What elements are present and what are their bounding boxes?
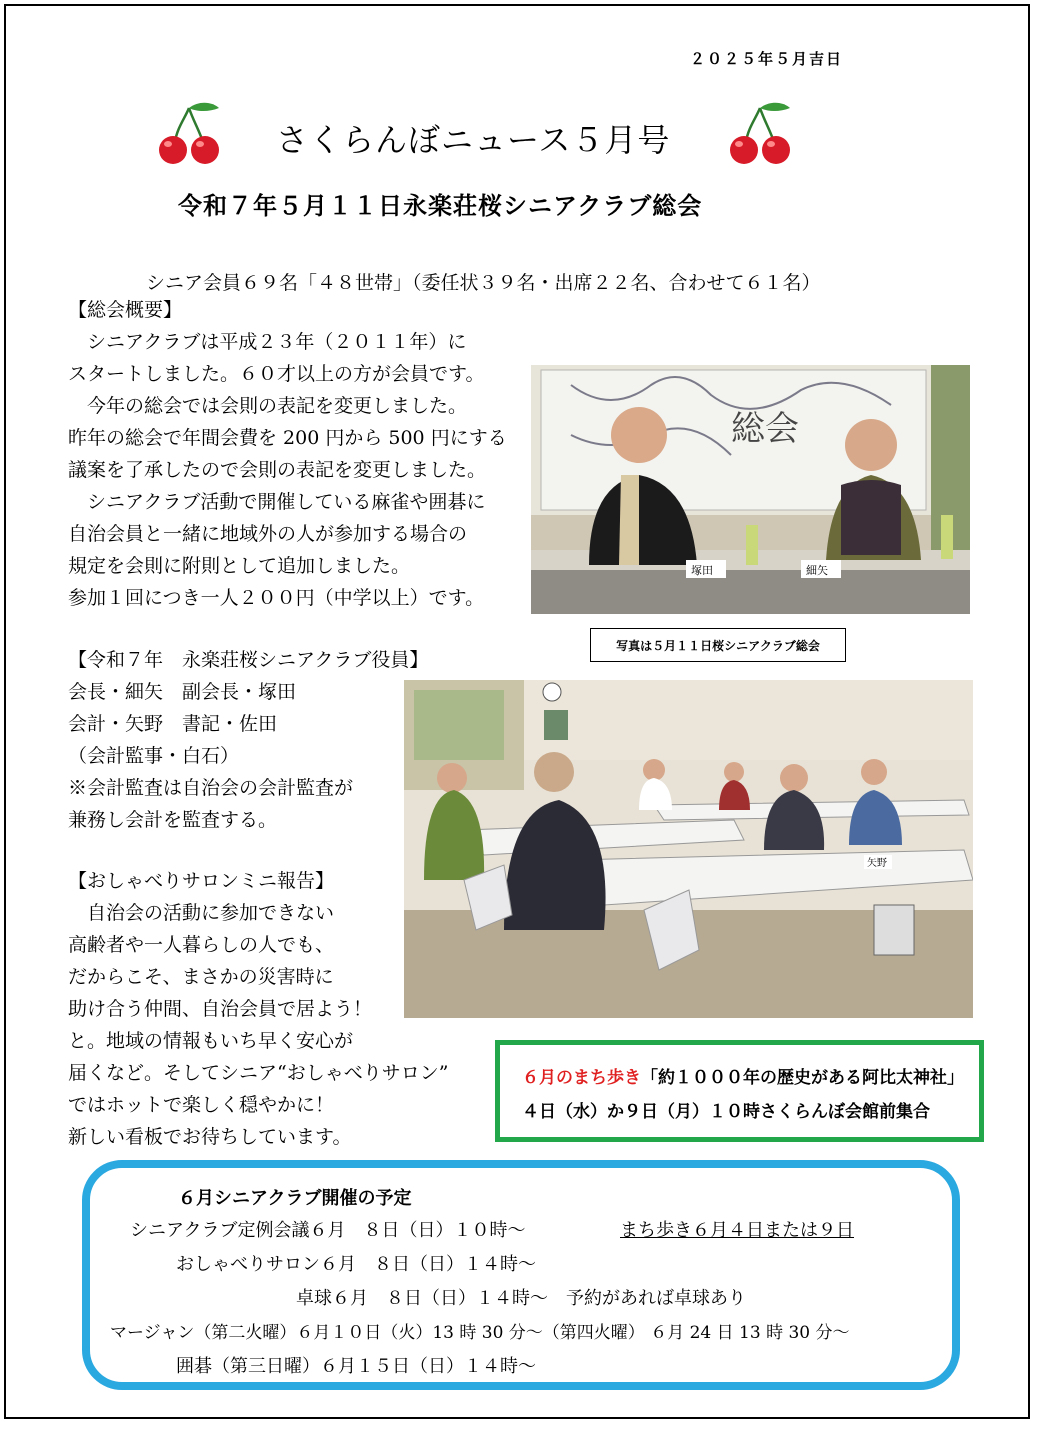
overview-section <box>68 294 507 614</box>
salon-line: 届くなど。そしてシニア“おしゃべりサロン” <box>68 1062 449 1084</box>
overview-line: シニアクラブは平成２３年（２０１１年）に <box>68 331 467 353</box>
overview-line: 議案を了承したので会則の表記を変更しました。 <box>68 459 487 481</box>
schedule-row-pingpong: 卓球６月 ８日（日）１４時〜 予約があれば卓球あり <box>296 1288 746 1309</box>
officers-line: 会長・細矢 副会長・塚田 <box>68 681 297 703</box>
officers-heading: 【令和７年 永楽荘桜シニアクラブ役員】 <box>68 649 429 671</box>
officers-line: ※会計監査は自治会の会計監査が <box>68 777 354 799</box>
newsletter-subtitle: 令和７年５月１１日永楽荘桜シニアクラブ総会 <box>178 191 703 220</box>
june-schedule-box <box>82 1160 960 1390</box>
schedule-row-mahjong: マージャン（第二火曜）６月１０日（火）13 時 30 分〜（第四火曜） ６月 24 日 13 時 30 分〜 <box>110 1323 850 1343</box>
salon-line: 助け合う仲間、自治会員で居よう！ <box>68 998 373 1020</box>
officers-section <box>68 644 428 836</box>
schedule-row-meeting: シニアクラブ定例会議６月 ８日（日）１０時〜 <box>130 1220 526 1241</box>
members-summary: シニア会員６９名「４８世帯」（委任状３９名・出席２２名、合わせて６１名） <box>146 272 821 294</box>
officers-line: 兼務し会計を監査する。 <box>68 809 278 831</box>
salon-heading: 【おしゃべりサロンミニ報告】 <box>68 870 335 892</box>
overview-line: シニアクラブ活動で開催している麻雀や囲碁に <box>68 491 486 513</box>
salon-section <box>68 865 448 1153</box>
photo-caption: 写真は５月１１日桜シニアクラブ総会 <box>590 628 846 662</box>
officers-line: 会計・矢野 書記・佐田 <box>68 713 278 735</box>
schedule-heading: ６月シニアクラブ開催の予定 <box>178 1188 412 1209</box>
issue-date: ２０２５年５月吉日 <box>690 50 844 68</box>
walk-destination: 「約１０００年の歴史がある阿比太神社」 <box>641 1068 964 1088</box>
walk-highlight: ６月のまち歩き <box>522 1068 641 1088</box>
salon-line: 自治会の活動に参加できない <box>68 902 335 924</box>
overview-line: 今年の総会では会則の表記を変更しました。 <box>68 395 468 417</box>
overview-line: 参加１回につき一人２００円（中学以上）です。 <box>68 587 485 609</box>
officers-line: （会計監事・白石） <box>68 745 240 767</box>
overview-heading: 【総会概要】 <box>68 299 183 321</box>
board-text: 総会 <box>731 409 799 449</box>
overview-line: スタートしました。６０才以上の方が会員です。 <box>68 363 485 385</box>
walk-line-1 <box>522 1063 964 1088</box>
schedule-walk-note: まち歩き６月４日または９日 <box>620 1220 854 1241</box>
nameplate-2: 細矢 <box>806 564 828 577</box>
schedule-row-go: 囲碁（第三日曜）６月１５日（日）１４時〜 <box>176 1356 536 1377</box>
town-walk-notice <box>495 1040 984 1142</box>
nameplate-1: 塚田 <box>691 564 713 577</box>
cherry-right-icon <box>726 98 796 168</box>
salon-line: ではホットで楽しく穏やかに！ <box>68 1094 335 1116</box>
overview-line: 規定を会則に附則として追加しました。 <box>68 555 411 577</box>
meeting-room-photo <box>404 680 973 1018</box>
photo2-nameplate: 矢野 <box>867 858 887 869</box>
schedule-row-salon: おしゃべりサロン６月 ８日（日）１４時〜 <box>176 1254 536 1275</box>
overview-line: 自治会員と一緒に地域外の人が参加する場合の <box>68 523 468 545</box>
overview-line: 昨年の総会で年間会費を 200 円から 500 円にする <box>68 427 507 449</box>
newsletter-title: さくらんぼニュース５月号 <box>276 121 671 159</box>
salon-line: だからこそ、まさかの災害時に <box>68 966 334 988</box>
general-meeting-photo <box>531 365 970 614</box>
salon-line: 高齢者や一人暮らしの人でも、 <box>68 934 335 956</box>
cherry-left-icon <box>155 98 225 168</box>
walk-line-2: ４日（水）か９日（月）１０時さくらんぼ会館前集合 <box>522 1102 930 1122</box>
salon-line: 新しい看板でお待ちしています。 <box>68 1126 352 1148</box>
salon-line: と。地域の情報もいち早く安心が <box>68 1030 354 1052</box>
